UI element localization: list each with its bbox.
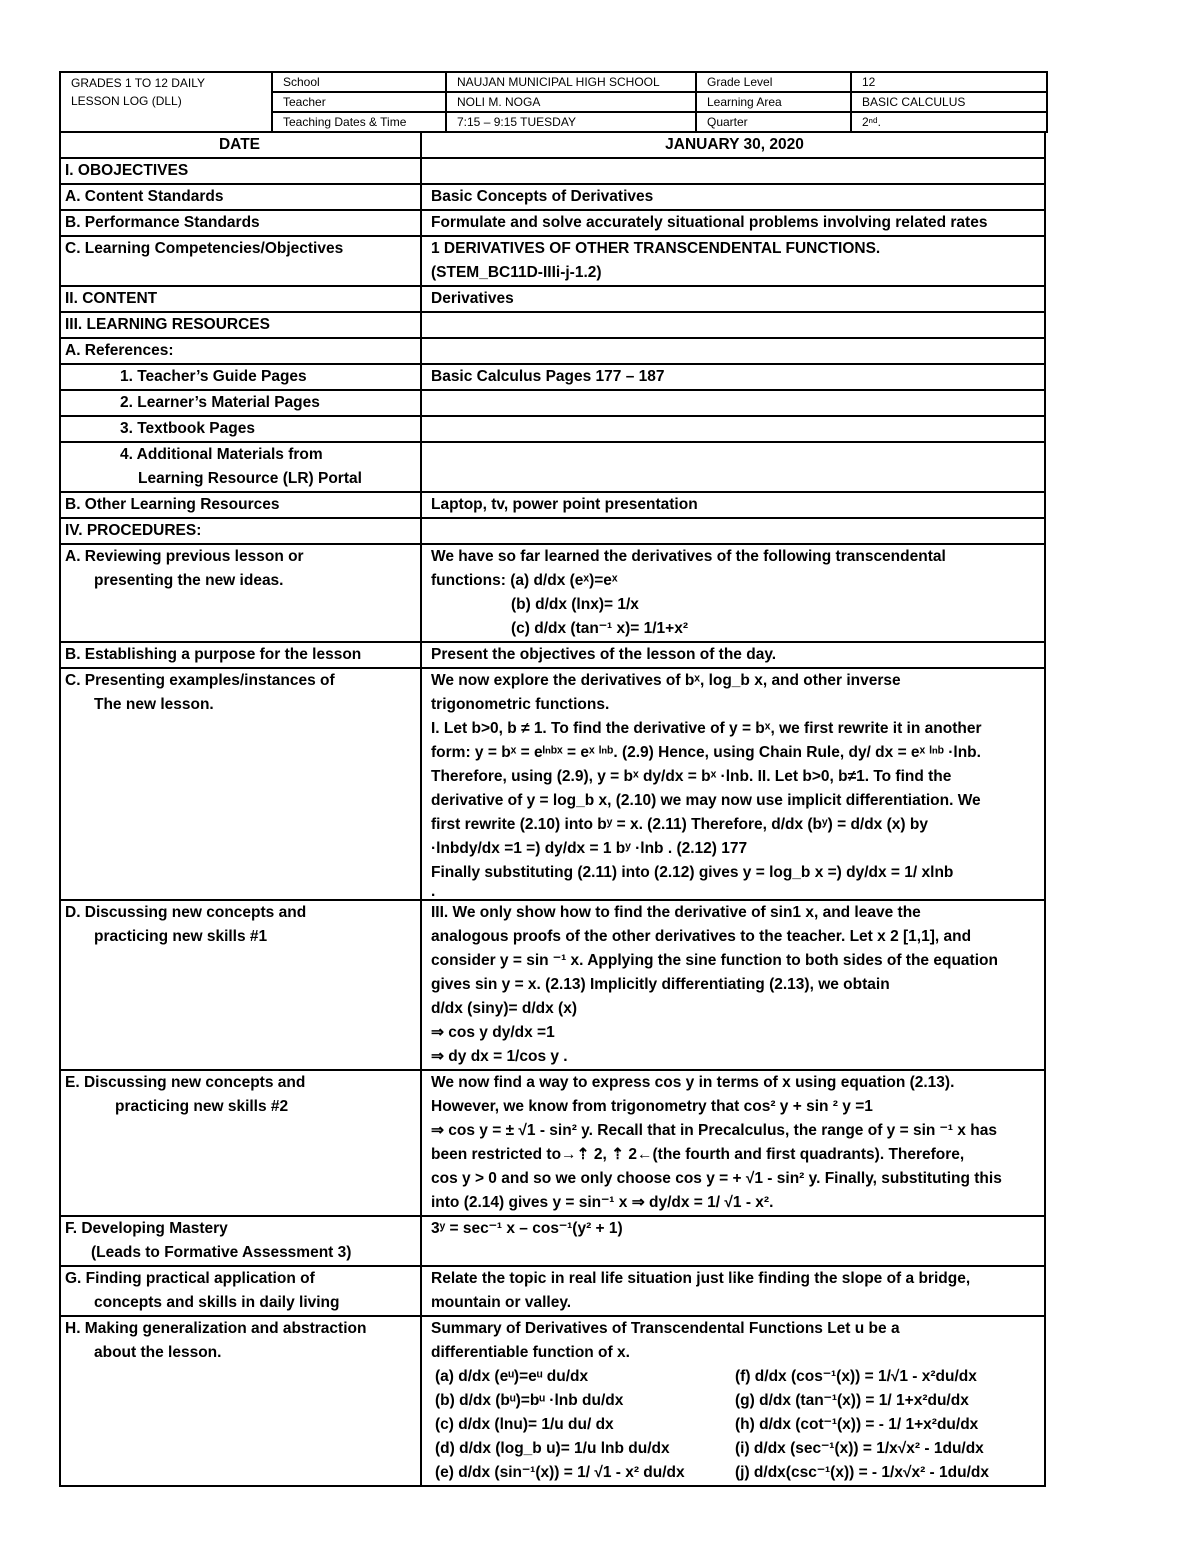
procedure-f-value: 3ʸ = sec⁻¹ x – cos⁻¹(y² + 1) — [421, 1216, 1045, 1266]
additional-materials-label: 4. Additional Materials from Learning Resource (LR) Portal — [60, 442, 421, 492]
procedure-c-label: C. Presenting examples/instances of The new lesson. — [60, 668, 421, 900]
header-table — [59, 71, 1048, 133]
procedure-g-value: Relate the topic in real life situation just like finding the slope of a bridge, mountain or valley. — [421, 1266, 1045, 1316]
learning-area-value: BASIC CALCULUS — [851, 92, 1047, 112]
teacher-value: NOLI M. NOGA — [446, 92, 696, 112]
learners-material-label: 2. Learner’s Material Pages — [60, 390, 421, 416]
summary-item-g: (g) d/dx (tan⁻¹(x)) = 1/ 1+x²du/dx — [735, 1392, 969, 1409]
procedure-h-value: Summary of Derivatives of Transcendental Functions Let u be a differentiable function of x. (a) d/dx (eᵘ)=eᵘ du/dx (f) d/dx (cos⁻¹(x)) = 1/√1 - x²du/dx (b) d/dx (bᵘ)=bᵘ ·lnb du/dx (g) d/dx (tan⁻¹(x)) = 1/ 1+x²du/dx (c) d/dx (lnu)= 1/u du/ dx (h) d/dx (cot⁻¹(x)) = - 1/ 1+x²du/dx (d) d/dx (log_b u)= 1/u lnb du/dx (i) d/dx (sec⁻¹(x)) = 1/x√x² - 1du/dx (e) d/dx (sin⁻¹(x)) = 1/ √1 - x² du/dx (j) d/dx(csc⁻¹(x)) = - 1/x√x² - 1du/dx — [421, 1316, 1045, 1486]
grade-level-value: 12 — [851, 72, 1047, 92]
procedure-a-row — [60, 544, 1045, 642]
teachers-guide-value: Basic Calculus Pages 177 – 187 — [421, 364, 1045, 390]
procedure-g-row — [60, 1266, 1045, 1316]
content-standards-label: A. Content Standards — [60, 184, 421, 210]
procedure-f-row — [60, 1216, 1045, 1266]
procedure-e-label: E. Discussing new concepts and practicing new skills #2 — [60, 1070, 421, 1216]
date-value: JANUARY 30, 2020 — [421, 132, 1045, 158]
procedure-c-value: We now explore the derivatives of bˣ, log_b x, and other inverse trigonometric functions. I. Let b>0, b ≠ 1. To find the derivative of y = bˣ, we first rewrite it in another form: y = bˣ = eˡⁿᵇˣ = eˣ ˡⁿᵇ. (2.9) Hence, using Chain Rule, dy/ dx = eˣ ˡⁿᵇ ·lnb. Therefore, using (2.9), y = bˣ dy/dx = bˣ ·lnb. II. Let b>0, b≠1. To find the derivative of y = log_b x, (2.10) we may now use implicit differentiation. We first rewrite (2.10) into bʸ = x. (2.11) Therefore, d/dx (bʸ) = d/dx (x) by ·lnbdy/dx =1 =) dy/dx = 1 bʸ ·lnb . (2.12) 177 Finally substituting (2.11) into (2.12) gives y = log_b x =) dy/dx = 1/ xlnb . — [421, 668, 1045, 900]
procedures-heading: IV. PROCEDURES: — [60, 518, 421, 544]
procedure-a-value: We have so far learned the derivatives of the following transcendental functions: (a) d/dx (eˣ)=eˣ (b) d/dx (lnx)= 1/x (c) d/dx (tan⁻¹ x)= 1/1+x² — [421, 544, 1045, 642]
performance-standards-label: B. Performance Standards — [60, 210, 421, 236]
teacher-label: Teacher — [272, 92, 446, 112]
procedure-b-value: Present the objectives of the lesson of the day. — [421, 642, 1045, 668]
procedure-a-label: A. Reviewing previous lesson or presenting the new ideas. — [60, 544, 421, 642]
content-value: Derivatives — [421, 286, 1045, 312]
other-resources-value: Laptop, tv, power point presentation — [421, 492, 1045, 518]
procedure-c-row — [60, 668, 1045, 900]
procedure-f-label: F. Developing Mastery (Leads to Formative Assessment 3) — [60, 1216, 421, 1266]
summary-item-f: (f) d/dx (cos⁻¹(x)) = 1/√1 - x²du/dx — [735, 1368, 977, 1385]
summary-item-j: (j) d/dx(csc⁻¹(x)) = - 1/x√x² - 1du/dx — [735, 1464, 989, 1481]
competencies-value: 1 DERIVATIVES OF OTHER TRANSCENDENTAL FUNCTIONS. (STEM_BC11D-IIIi-j-1.2) — [421, 236, 1045, 286]
lesson-table — [59, 131, 1046, 1487]
learning-area-label: Learning Area — [696, 92, 851, 112]
summary-item-a: (a) d/dx (eᵘ)=eᵘ du/dx — [435, 1368, 589, 1385]
teaching-dates-value: 7:15 – 9:15 TUESDAY — [446, 112, 696, 132]
objectives-heading: I. OBOJECTIVES — [60, 158, 421, 184]
competencies-label: C. Learning Competencies/Objectives — [60, 236, 421, 286]
procedure-h-row — [60, 1316, 1045, 1486]
summary-item-h: (h) d/dx (cot⁻¹(x)) = - 1/ 1+x²du/dx — [735, 1416, 979, 1433]
procedure-b-label: B. Establishing a purpose for the lesson — [60, 642, 421, 668]
derivative-summary-grid — [431, 1365, 1038, 1485]
content-label: II. CONTENT — [60, 286, 421, 312]
quarter-label: Quarter — [696, 112, 851, 132]
grade-level-label: Grade Level — [696, 72, 851, 92]
other-resources-label: B. Other Learning Resources — [60, 492, 421, 518]
procedure-d-value: III. We only show how to find the derivative of sin1 x, and leave the analogous proofs of the other derivatives to the teacher. Let x 2 [1,1], and consider y = sin ⁻¹ x. Applying the sine function to both sides of the equation gives sin y = x. (2.13) Implicitly differentiating (2.13), we obtain d/dx (siny)= d/dx (x) ⇒ cos y dy/dx =1 ⇒ dy dx = 1/cos y . — [421, 900, 1045, 1070]
procedure-d-row — [60, 900, 1045, 1070]
summary-item-c: (c) d/dx (lnu)= 1/u du/ dx — [435, 1416, 614, 1433]
procedure-g-label: G. Finding practical application of concepts and skills in daily living — [60, 1266, 421, 1316]
teachers-guide-label: 1. Teacher’s Guide Pages — [60, 364, 421, 390]
summary-item-d: (d) d/dx (log_b u)= 1/u lnb du/dx — [435, 1440, 670, 1457]
references-label: A. References: — [60, 338, 421, 364]
procedure-e-value: We now find a way to express cos y in terms of x using equation (2.13). However, we know from trigonometry that cos² y + sin ² y =1 ⇒ cos y = ± √1 - sin² y. Recall that in Precalculus, the range of y = sin ⁻¹ x has been restricted to→⇡ 2, ⇡ 2←(the fourth and first quadrants). Therefore, cos y > 0 and so we only choose cos y = + √1 - sin² y. Finally, substituting this into (2.14) gives y = sin⁻¹ x ⇒ dy/dx = 1/ √1 - x². — [421, 1070, 1045, 1216]
lesson-log-page — [59, 71, 1046, 1487]
procedure-b-row — [60, 642, 1045, 668]
procedure-e-row — [60, 1070, 1045, 1216]
procedure-h-label: H. Making generalization and abstraction about the lesson. — [60, 1316, 421, 1486]
learning-resources-heading: III. LEARNING RESOURCES — [60, 312, 421, 338]
quarter-value: 2ⁿᵈ. — [851, 112, 1047, 132]
performance-standards-value: Formulate and solve accurately situational problems involving related rates — [421, 210, 1045, 236]
textbook-pages-label: 3. Textbook Pages — [60, 416, 421, 442]
summary-item-e: (e) d/dx (sin⁻¹(x)) = 1/ √1 - x² du/dx — [435, 1464, 685, 1481]
procedure-d-label: D. Discussing new concepts and practicing new skills #1 — [60, 900, 421, 1070]
date-row — [60, 132, 1045, 158]
school-value: NAUJAN MUNICIPAL HIGH SCHOOL — [446, 72, 696, 92]
content-standards-value: Basic Concepts of Derivatives — [421, 184, 1045, 210]
date-label: DATE — [60, 132, 421, 158]
summary-item-b: (b) d/dx (bᵘ)=bᵘ ·lnb du/dx — [435, 1392, 624, 1409]
summary-item-i: (i) d/dx (sec⁻¹(x)) = 1/x√x² - 1du/dx — [735, 1440, 984, 1457]
school-label: School — [272, 72, 446, 92]
teaching-dates-label: Teaching Dates & Time — [272, 112, 446, 132]
dll-title: GRADES 1 TO 12 DAILY LESSON LOG (DLL) — [60, 72, 272, 132]
